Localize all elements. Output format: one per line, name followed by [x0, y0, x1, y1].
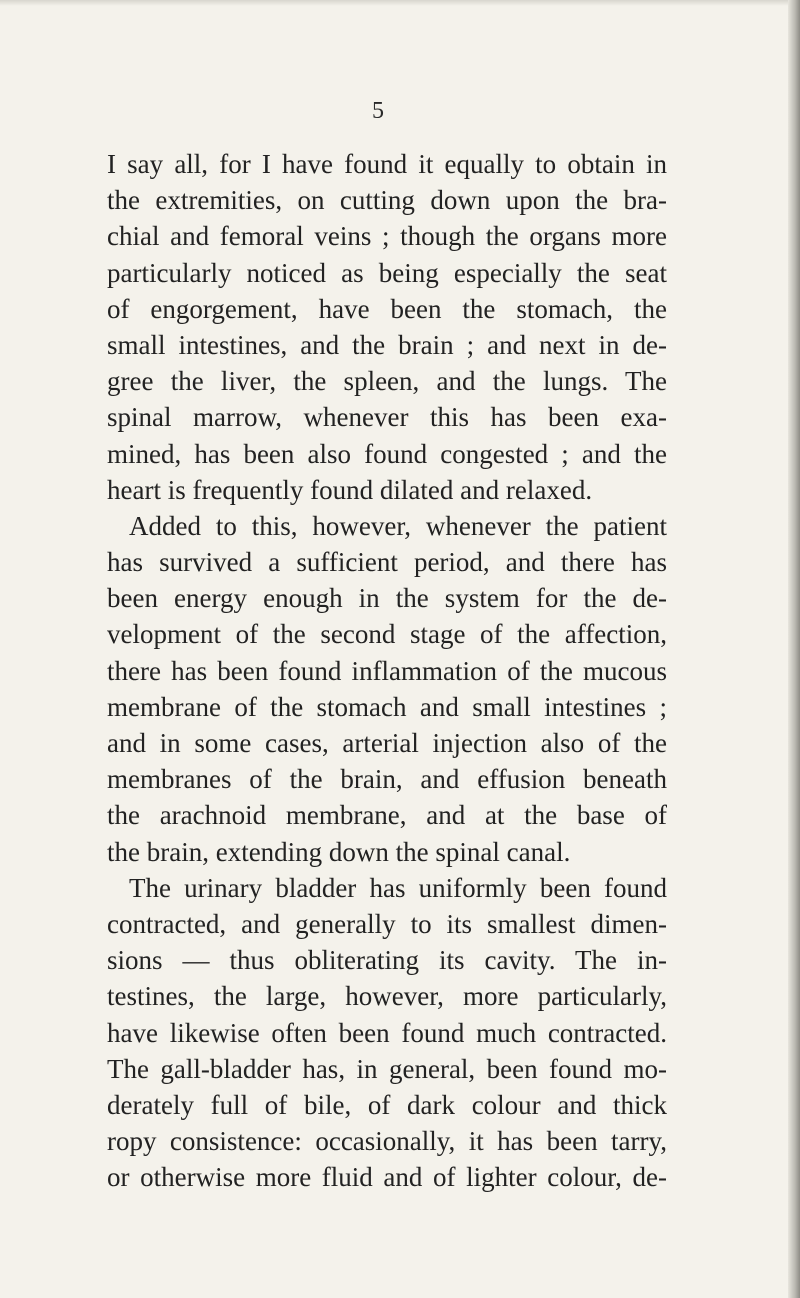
body-text	[107, 146, 667, 1195]
text-line: contracted, and generally to its smallest dimen-	[107, 908, 667, 939]
text-line: the extremities, on cutting down upon the bra-	[107, 185, 667, 216]
text-line: been energy enough in the system for the de-	[107, 583, 667, 614]
text-line: the brain, extending down the spinal canal.	[107, 836, 571, 867]
text-line: or otherwise more fluid and of lighter colour, de-	[107, 1162, 667, 1193]
page-right-edge	[788, 0, 800, 1298]
page-number: 5	[372, 98, 384, 124]
text-line: of engorgement, have been the stomach, the	[107, 293, 667, 324]
text-line: has survived a sufficient period, and there has	[107, 547, 667, 578]
text-line: sions — thus obliterating its cavity. The in-	[107, 945, 667, 976]
text-line: chial and femoral veins ; though the organs more	[107, 221, 667, 252]
text-line: there has been found inflammation of the mucous	[107, 655, 667, 686]
page-top-edge	[0, 0, 800, 6]
text-line: velopment of the second stage of the affection,	[107, 619, 667, 650]
text-line: testines, the large, however, more particularly,	[107, 981, 667, 1012]
text-line: The gall-bladder has, in general, been found mo-	[107, 1053, 667, 1084]
text-line: small intestines, and the brain ; and next in de-	[107, 329, 667, 360]
text-line: membrane of the stomach and small intestines ;	[107, 691, 667, 722]
text-line: heart is frequently found dilated and relaxed.	[107, 474, 593, 505]
paragraph-start-line: The urinary bladder has uniformly been found	[129, 872, 667, 903]
paragraph-start-line: Added to this, however, whenever the patient	[129, 510, 667, 541]
text-line: membranes of the brain, and effusion beneath	[107, 764, 667, 795]
text-line: have likewise often been found much contracted.	[107, 1017, 667, 1048]
text-line: gree the liver, the spleen, and the lungs. The	[107, 366, 667, 397]
text-line: ropy consistence: occasionally, it has been tarry,	[107, 1126, 667, 1157]
text-line: I say all, for I have found it equally to obtain in	[107, 149, 667, 179]
text-line: particularly noticed as being especially the seat	[107, 257, 667, 288]
text-line: the arachnoid membrane, and at the base of	[107, 800, 667, 831]
text-line: derately full of bile, of dark colour and thick	[107, 1089, 667, 1120]
text-line: spinal marrow, whenever this has been exa-	[107, 402, 667, 433]
text-line: mined, has been also found congested ; and the	[107, 438, 667, 469]
text-line: and in some cases, arterial injection also of the	[107, 728, 667, 758]
